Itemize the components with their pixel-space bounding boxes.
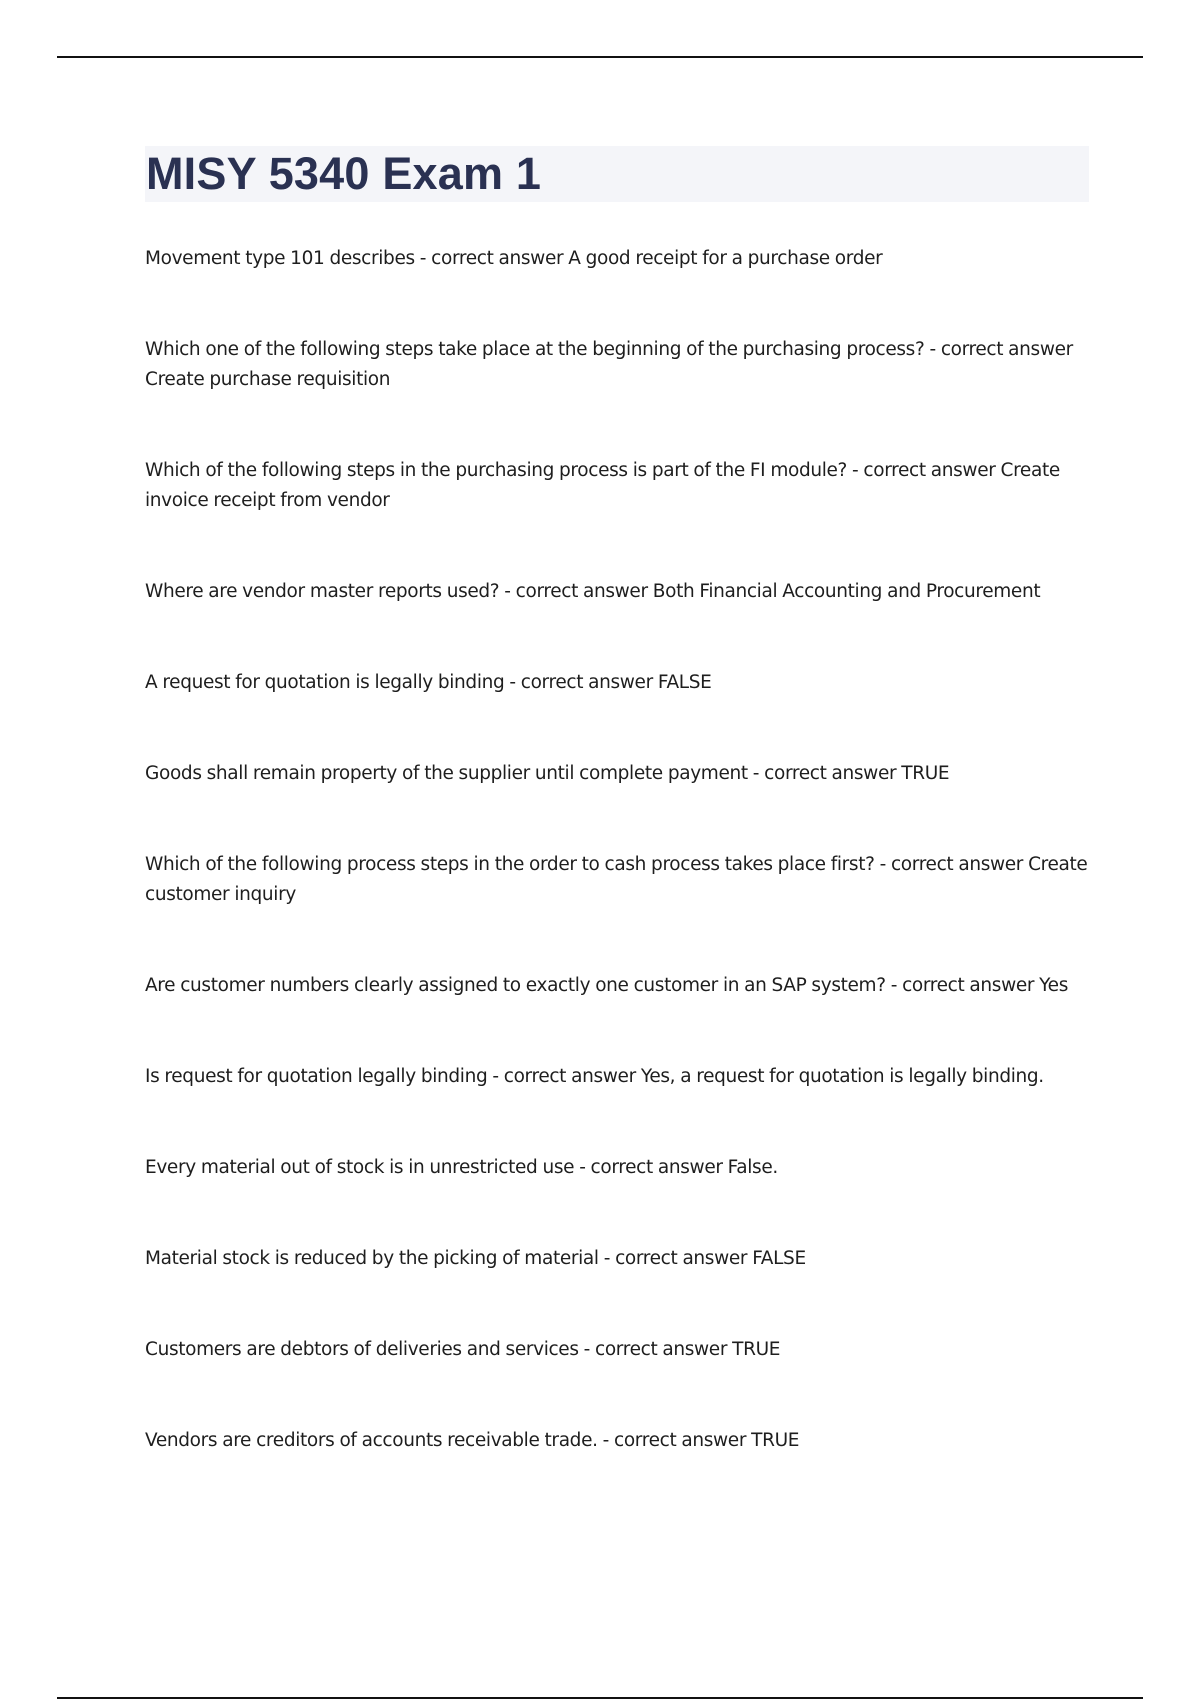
qa-item: Goods shall remain property of the supplier until complete payment - correct answer TRUE — [145, 763, 950, 784]
qa-item: Vendors are creditors of accounts receivable trade. - correct answer TRUE — [145, 1430, 800, 1451]
document-title: MISY 5340 Exam 1 — [146, 148, 542, 199]
qa-item: Material stock is reduced by the picking of material - correct answer FALSE — [145, 1248, 806, 1269]
question-answer-list — [145, 244, 1091, 1517]
title-block — [145, 146, 1089, 202]
qa-item: Customers are debtors of deliveries and services - correct answer TRUE — [145, 1339, 781, 1360]
qa-item: Which of the following process steps in the order to cash process takes place first? - correct answer Create customer inquiry — [145, 854, 1088, 905]
qa-item: Is request for quotation legally binding - correct answer Yes, a request for quotation is legally binding. — [145, 1066, 1044, 1087]
top-rule — [57, 56, 1143, 58]
qa-item: Where are vendor master reports used? - correct answer Both Financial Accounting and Procurement — [145, 581, 1041, 602]
qa-item: Every material out of stock is in unrestricted use - correct answer False. — [145, 1157, 778, 1178]
bottom-rule — [57, 1697, 1143, 1699]
qa-item: Movement type 101 describes - correct answer A good receipt for a purchase order — [145, 248, 883, 269]
qa-item: A request for quotation is legally binding - correct answer FALSE — [145, 672, 712, 693]
qa-item: Are customer numbers clearly assigned to exactly one customer in an SAP system? - correct answer Yes — [145, 975, 1068, 996]
qa-item: Which one of the following steps take place at the beginning of the purchasing process? - correct answer Create purchase requisition — [145, 339, 1073, 390]
qa-item: Which of the following steps in the purchasing process is part of the FI module? - correct answer Create invoice receipt from vendor — [145, 460, 1060, 511]
